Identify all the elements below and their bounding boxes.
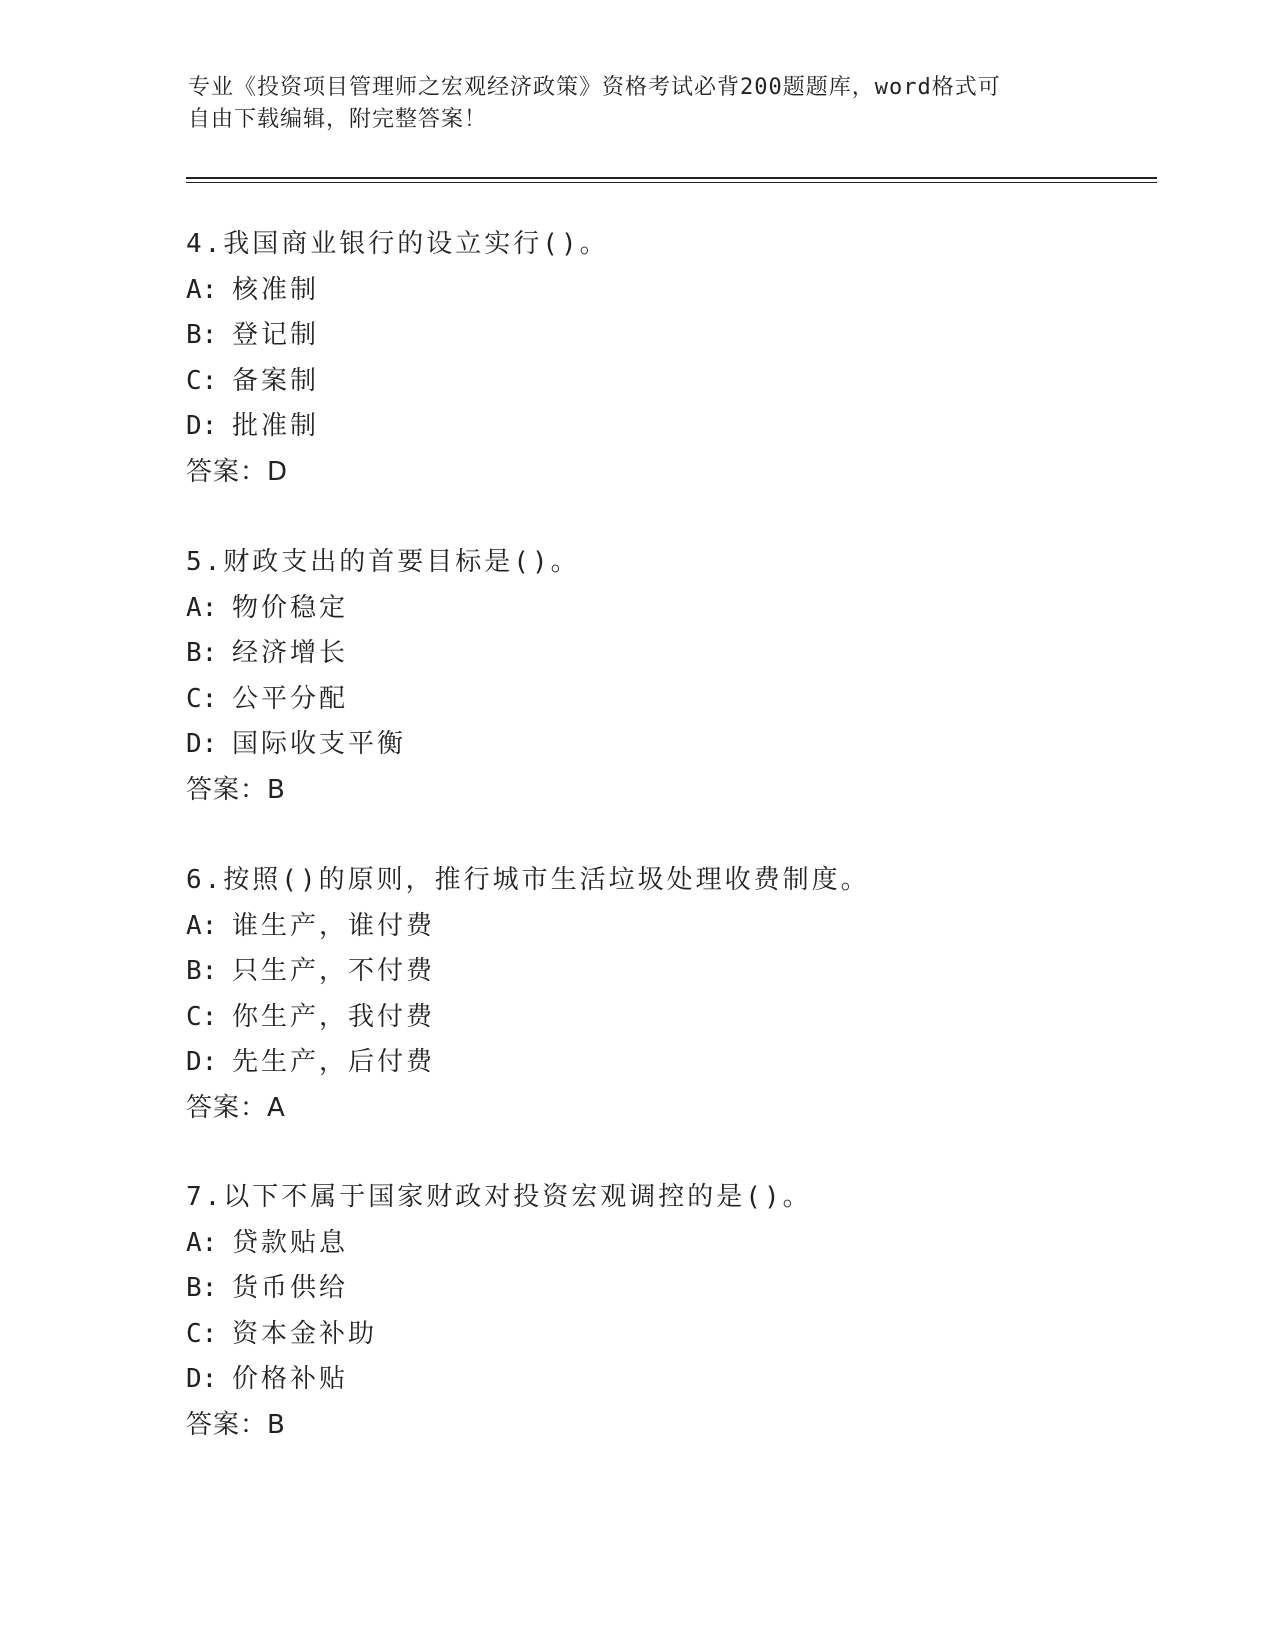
- option-d: [186, 722, 1186, 768]
- option-letter: D:: [186, 1047, 218, 1077]
- option-letter: C:: [186, 1318, 218, 1349]
- question-5: [186, 540, 1186, 813]
- option-a: [186, 904, 1186, 950]
- option-c: [186, 359, 1186, 405]
- question-4: [186, 222, 1186, 495]
- header-line-2: 自由下载编辑，附完整答案！: [188, 107, 488, 132]
- option-letter: C:: [186, 365, 218, 396]
- option-text: 批准制: [232, 411, 320, 441]
- option-letter: C:: [186, 1001, 218, 1032]
- option-letter: B:: [186, 956, 218, 986]
- option-d: [186, 1040, 1186, 1086]
- question-stem: 6.按照()的原则，推行城市生活垃圾处理收费制度。: [186, 865, 870, 895]
- option-text: 公平分配: [232, 683, 349, 714]
- document-header: [188, 72, 1088, 136]
- question-7: [186, 1175, 1186, 1448]
- option-text: 物价稳定: [232, 592, 349, 623]
- option-text: 经济增长: [232, 638, 349, 668]
- option-text: 货币供给: [232, 1273, 349, 1303]
- option-b: [186, 631, 1186, 677]
- option-text: 资本金补助: [232, 1318, 378, 1349]
- option-c: [186, 1312, 1186, 1358]
- answer: 答案：B: [186, 1409, 286, 1440]
- question-stem: 7.以下不属于国家财政对投资宏观调控的是()。: [186, 1182, 812, 1212]
- option-letter: D:: [186, 729, 218, 759]
- header-divider: [186, 177, 1157, 183]
- answer: 答案：D: [186, 456, 289, 487]
- option-letter: A:: [186, 1227, 218, 1258]
- option-letter: D:: [186, 411, 218, 441]
- option-text: 只生产，不付费: [232, 956, 436, 986]
- option-text: 备案制: [232, 365, 320, 396]
- header-line-1: 专业《投资项目管理师之宏观经济政策》资格考试必背200题题库，word格式可: [188, 75, 1001, 100]
- answer: 答案：A: [186, 1092, 286, 1123]
- option-text: 你生产，我付费: [232, 1001, 436, 1032]
- answer: 答案：B: [186, 774, 286, 805]
- option-b: [186, 313, 1186, 359]
- option-c: [186, 677, 1186, 723]
- option-text: 价格补贴: [232, 1364, 349, 1394]
- question-stem: 5.财政支出的首要目标是()。: [186, 547, 580, 577]
- option-letter: C:: [186, 683, 218, 714]
- option-text: 登记制: [232, 320, 320, 350]
- option-b: [186, 949, 1186, 995]
- option-letter: A:: [186, 592, 218, 623]
- option-letter: B:: [186, 638, 218, 668]
- option-text: 贷款贴息: [232, 1227, 349, 1258]
- option-b: [186, 1266, 1186, 1312]
- option-text: 国际收支平衡: [232, 729, 407, 759]
- option-text: 谁生产，谁付费: [232, 910, 436, 941]
- option-a: [186, 1221, 1186, 1267]
- option-d: [186, 1357, 1186, 1403]
- option-d: [186, 404, 1186, 450]
- option-a: [186, 268, 1186, 314]
- option-letter: A:: [186, 910, 218, 941]
- option-a: [186, 586, 1186, 632]
- option-c: [186, 995, 1186, 1041]
- option-letter: D:: [186, 1364, 218, 1394]
- option-text: 核准制: [232, 274, 320, 305]
- option-letter: B:: [186, 1273, 218, 1303]
- question-6: [186, 858, 1186, 1131]
- option-letter: A:: [186, 274, 218, 305]
- option-letter: B:: [186, 320, 218, 350]
- question-stem: 4.我国商业银行的设立实行()。: [186, 229, 609, 259]
- option-text: 先生产，后付费: [232, 1047, 436, 1077]
